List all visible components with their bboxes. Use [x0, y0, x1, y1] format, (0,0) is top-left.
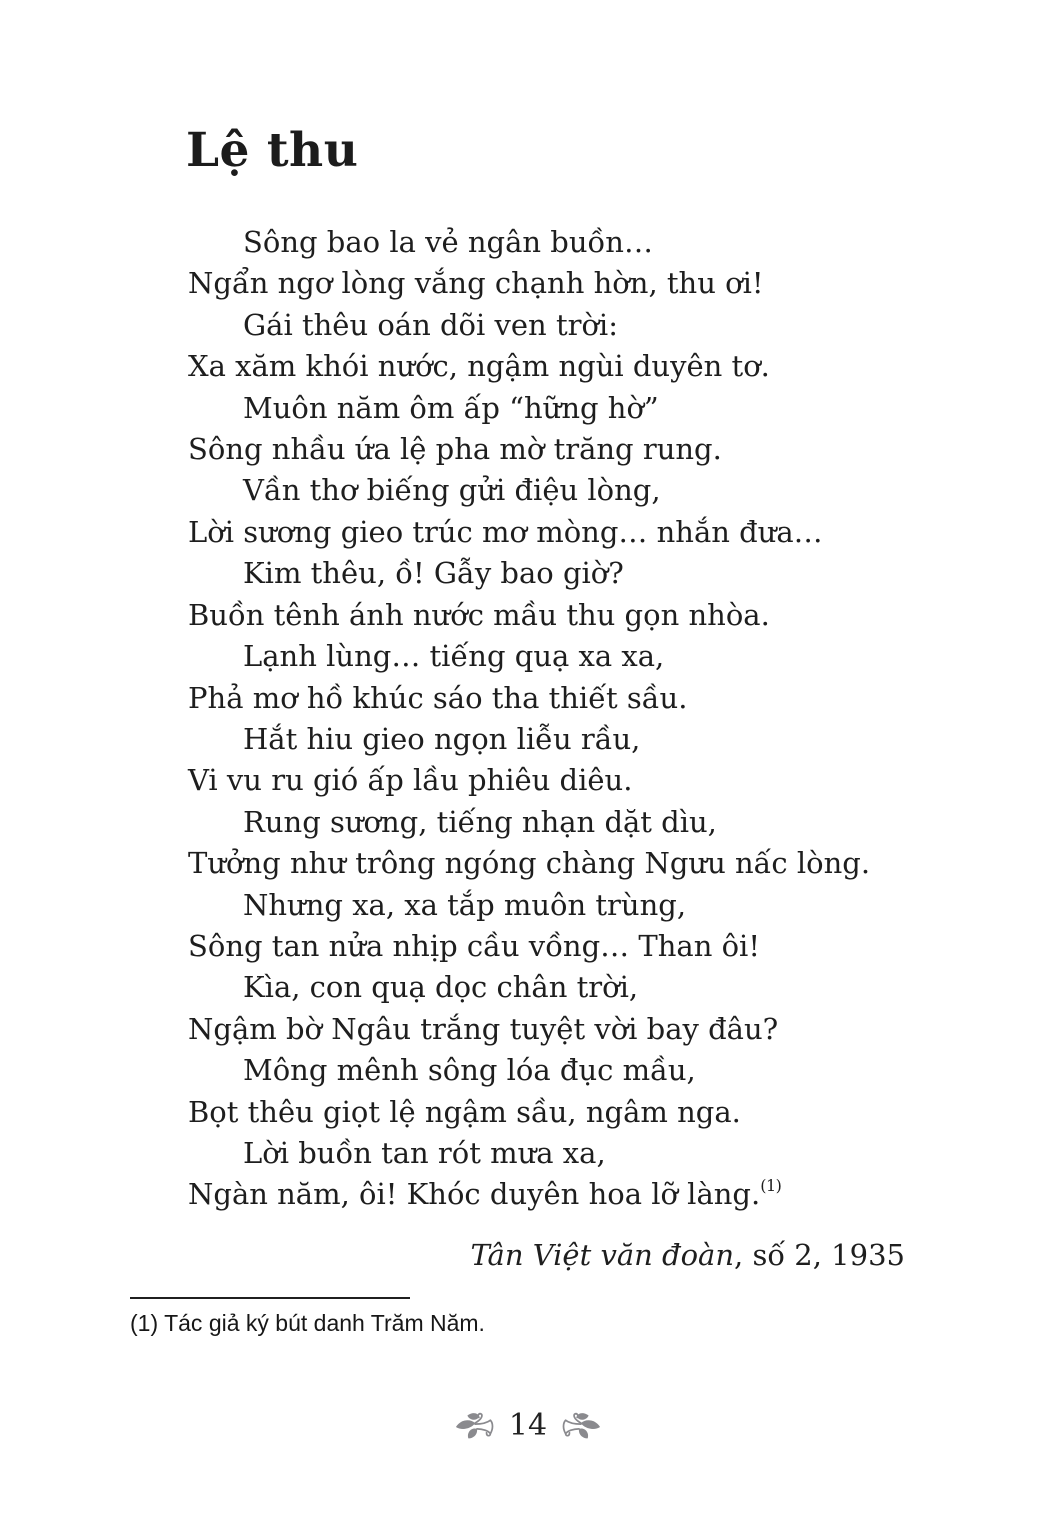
poem-line: Gái thêu oán dõi ven trời: — [243, 307, 618, 342]
poem-line: Ngậm bờ Ngâu trắng tuyệt vời bay đâu? — [188, 1011, 779, 1046]
attribution-source: Tân Việt văn đoàn — [470, 1237, 735, 1272]
page-number: 14 — [508, 1408, 548, 1443]
poem-line: Lời buồn tan rót mưa xa, — [243, 1135, 606, 1170]
fleuron-right-icon — [558, 1411, 602, 1441]
attribution-detail: , số 2, 1935 — [734, 1237, 905, 1272]
poem-line: Kim thêu, ồ! Gẫy bao giờ? — [243, 556, 624, 591]
page-footer — [0, 1408, 1056, 1443]
poem-line: Hắt hiu gieo ngọn liễu rầu, — [243, 721, 641, 756]
footnote-ref: (1) — [760, 1176, 782, 1196]
poem-line: Tưởng như trông ngóng chàng Ngưu nấc lòng. — [188, 846, 871, 881]
poem-line: Sông tan nửa nhịp cầu vồng… Than ôi! — [188, 928, 760, 963]
poem-line: Mông mênh sông lóa đục mầu, — [243, 1053, 696, 1088]
poem-line: Kìa, con quạ dọc chân trời, — [243, 970, 639, 1005]
poem-line: Muôn năm ôm ấp “hững hờ” — [243, 390, 659, 425]
poem-title: Lệ thu — [186, 123, 359, 178]
poem-line: Sông nhầu ứa lệ pha mờ trăng rung. — [188, 432, 722, 467]
poem-line: Sông bao la vẻ ngân buồn… — [243, 225, 653, 260]
poem-line: Nhưng xa, xa tắp muôn trùng, — [243, 887, 687, 922]
attribution — [188, 1235, 905, 1275]
poem-line: Lạnh lùng… tiếng quạ xa xa, — [243, 639, 665, 674]
poem-line: Phả mơ hồ khúc sáo tha thiết sầu. — [188, 680, 688, 715]
fleuron-left-icon — [454, 1411, 498, 1441]
poem-line: Rung sương, tiếng nhạn dặt dìu, — [243, 804, 717, 839]
footnote-text: (1) Tác giả ký bút danh Trăm Năm. — [130, 1309, 485, 1336]
poem-body — [188, 222, 908, 1216]
footnote — [130, 1297, 1056, 1338]
poem-line: Vần thơ biếng gửi điệu lòng, — [243, 473, 661, 508]
poem-line-last — [188, 1174, 908, 1215]
poem-line: Xa xăm khói nước, ngậm ngùi duyên tơ. — [188, 349, 770, 384]
poem-line: Vi vu ru gió ấp lầu phiêu diêu. — [188, 763, 633, 798]
poem-line: Lời sương gieo trúc mơ mòng… nhắn đưa… — [188, 514, 823, 549]
poem-line-text: Ngàn năm, ôi! Khóc duyên hoa lỡ làng. — [188, 1177, 761, 1212]
poem-line: Ngẩn ngơ lòng vắng chạnh hờn, thu ơi! — [188, 266, 764, 301]
poem-line: Buồn tênh ánh nước mầu thu gọn nhòa. — [188, 597, 770, 632]
footnote-divider — [130, 1297, 410, 1299]
poem-line: Bọt thêu giọt lệ ngậm sầu, ngâm nga. — [188, 1094, 741, 1129]
